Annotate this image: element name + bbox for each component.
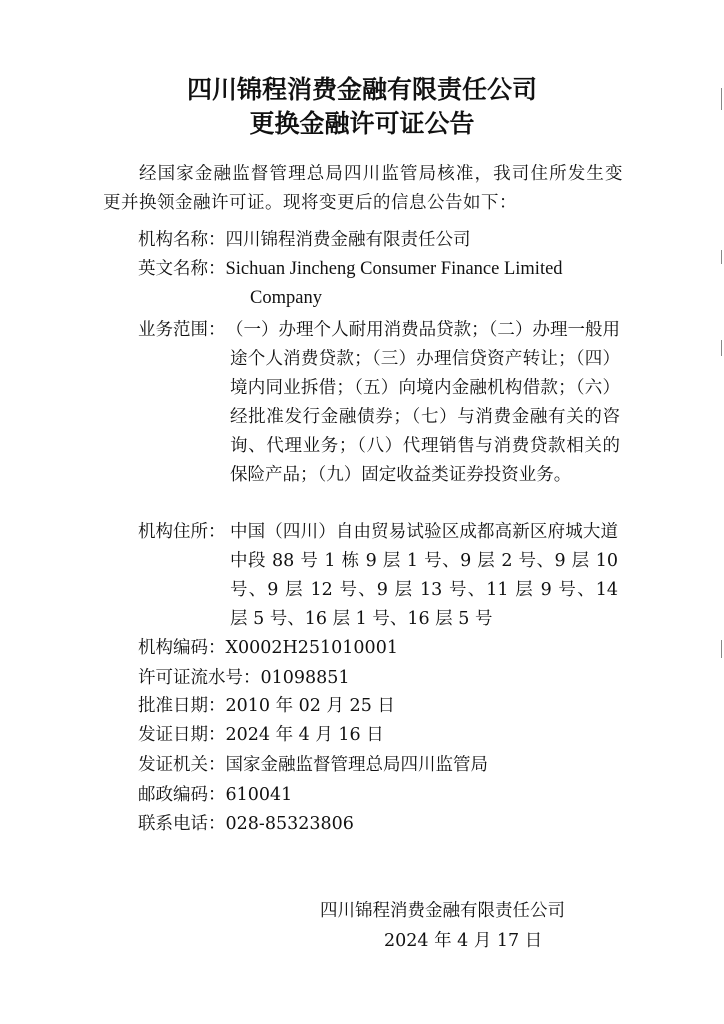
business-scope-value: （一）办理个人耐用消费品贷款；（二）办理一般用途个人消费贷款；（三）办理信贷资产转让；（四）境内同业拆借；（五）向境内金融机构借款；（六）经批准发行金融债券；（七）与消费金融有关的咨询、代理业务；（八）代理销售与消费贷款相关的保险产品；（九）固定收益类证券投资业务。	[226, 320, 620, 485]
org-code-value: X0002H251010001	[225, 638, 398, 658]
org-code-row	[138, 634, 398, 663]
phone-row	[138, 810, 354, 839]
phone-value: 028-85323806	[225, 814, 354, 834]
signature-date: 2024 年 4 月 17 日	[384, 931, 543, 951]
issuing-authority-label: 发证机关：	[138, 755, 226, 775]
scan-edge-mark	[721, 340, 722, 356]
license-serial-label: 许可证流水号：	[138, 668, 261, 688]
license-serial-row	[138, 664, 350, 693]
postal-code-value: 610041	[225, 785, 293, 805]
intro-paragraph: 经国家金融监督管理总局四川监管局核准，我司住所发生变更并换领金融许可证。现将变更后的信息公告如下：	[103, 164, 623, 213]
approval-date-value: 2010 年 02 月 25 日	[225, 696, 395, 716]
org-name-value: 四川锦程消费金融有限责任公司	[225, 230, 471, 250]
issue-date-label: 发证日期：	[138, 725, 226, 745]
english-name-value-line1: Sichuan Jincheng Consumer Finance Limited	[225, 259, 563, 279]
english-name-value-line2: Company	[250, 288, 322, 308]
org-code-label: 机构编码：	[138, 638, 226, 658]
issuing-authority-value: 国家金融监督管理总局四川监管局	[225, 755, 488, 775]
issue-date-value: 2024 年 4 月 16 日	[225, 725, 384, 745]
postal-code-label: 邮政编码：	[138, 785, 226, 805]
org-name-row	[138, 226, 471, 255]
phone-label: 联系电话：	[138, 814, 226, 834]
english-name-row	[138, 255, 563, 284]
issue-date-row	[138, 721, 384, 750]
scan-edge-mark	[721, 640, 722, 658]
signature-company: 四川锦程消费金融有限责任公司	[320, 901, 565, 921]
address-label: 机构住所：	[138, 522, 226, 542]
scan-edge-mark	[721, 88, 722, 110]
scan-edge-mark	[721, 250, 722, 264]
approval-date-label: 批准日期：	[138, 696, 226, 716]
business-scope-block	[138, 316, 618, 520]
address-value: 中国（四川）自由贸易试验区成都高新区府城大道中段 88 号 1 栋 9 层 1 号、9 层 2 号、9 层 10 号、9 层 12 号、9 层 13 号、11 层 9 号、14 层 5 号、16 层 1 号、16 层 5 号	[230, 522, 618, 629]
issuing-authority-row	[138, 751, 488, 780]
english-name-label: 英文名称：	[138, 259, 226, 279]
title-line-2: 更换金融许可证公告	[249, 109, 475, 138]
business-scope-label: 业务范围：	[138, 320, 226, 340]
postal-code-row	[138, 781, 292, 810]
title-line-1: 四川锦程消费金融有限责任公司	[186, 75, 537, 104]
approval-date-row	[138, 692, 395, 721]
org-name-label: 机构名称：	[138, 230, 226, 250]
address-block	[138, 518, 618, 638]
license-serial-value: 01098851	[260, 668, 350, 688]
